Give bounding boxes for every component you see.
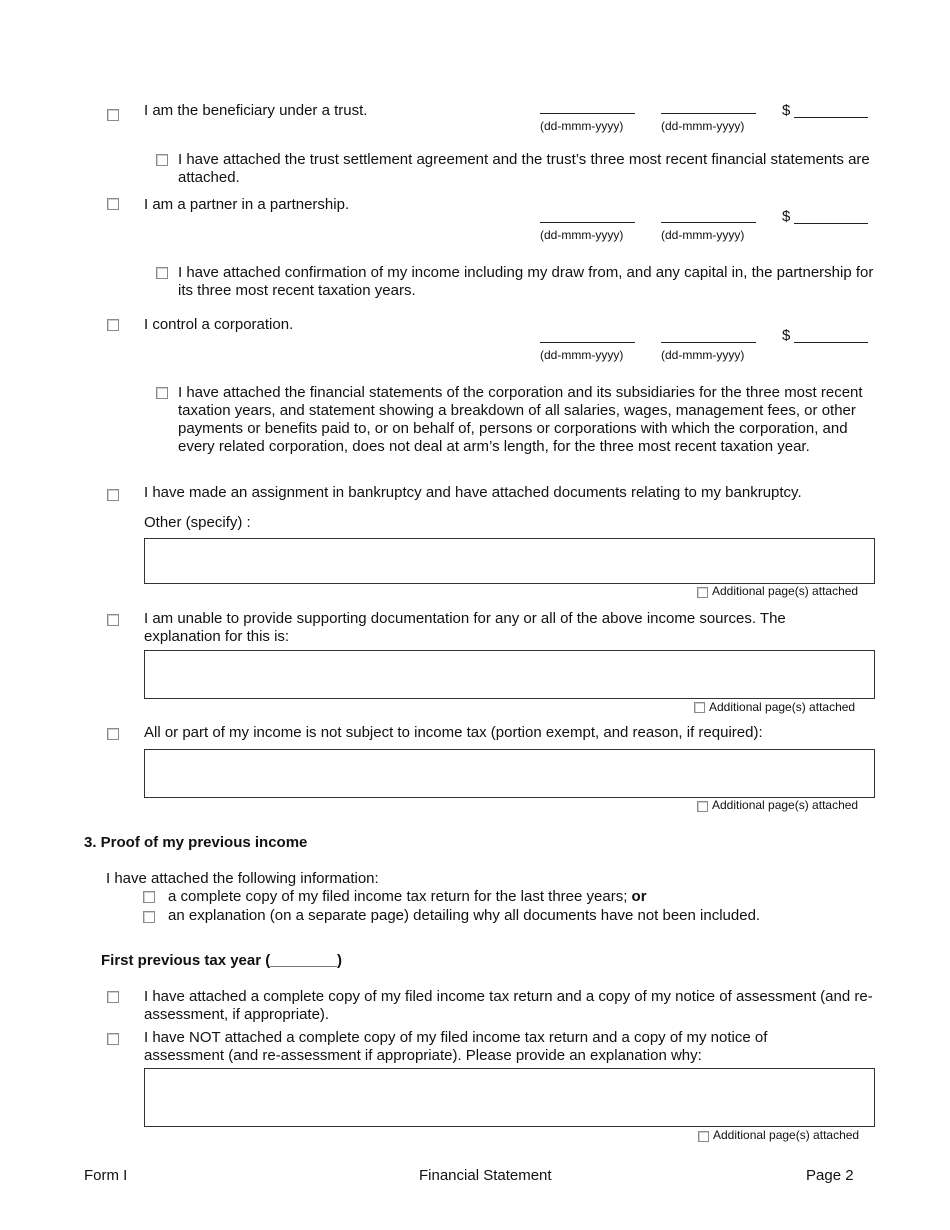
- unable-additional-pages-checkbox[interactable]: [694, 702, 705, 713]
- unable-text: I am unable to provide supporting documentation for any or all of the above income sources. The explanation for this is:: [144, 610, 786, 645]
- date-hint: (dd-mmm-yyyy): [540, 119, 624, 133]
- date-hint: (dd-mmm-yyyy): [661, 119, 745, 133]
- date-hint: (dd-mmm-yyyy): [661, 228, 745, 242]
- dollar-sign: $: [782, 208, 791, 225]
- other-additional-pages-checkbox[interactable]: [697, 587, 708, 598]
- additional-pages-label: Additional page(s) attached: [712, 798, 859, 812]
- unable-checkbox[interactable]: [107, 614, 119, 626]
- trust-attached-checkbox[interactable]: [156, 154, 168, 166]
- other-specify-label: Other (specify) :: [144, 514, 251, 531]
- first-year-additional-pages-checkbox[interactable]: [698, 1131, 709, 1142]
- dollar-sign: $: [782, 327, 791, 344]
- corporation-attached-checkbox[interactable]: [156, 387, 168, 399]
- explanation-option-checkbox[interactable]: [143, 911, 155, 923]
- date-hint: (dd-mmm-yyyy): [661, 348, 745, 362]
- partnership-end-date-field[interactable]: [661, 222, 756, 223]
- unable-explanation-textbox[interactable]: [144, 650, 875, 699]
- first-year-attached-checkbox[interactable]: [107, 991, 119, 1003]
- section-3-intro: I have attached the following information:: [106, 870, 379, 887]
- bankruptcy-checkbox[interactable]: [107, 489, 119, 501]
- trust-end-date-field[interactable]: [661, 113, 756, 114]
- first-year-not-attached-checkbox[interactable]: [107, 1033, 119, 1045]
- not-taxable-checkbox[interactable]: [107, 728, 119, 740]
- first-year-not-attached-text: I have NOT attached a complete copy of my filed income tax return and a copy of my notice of assessment (and re-assessment if appropriate). Please provide an explanation why:: [144, 1029, 768, 1064]
- date-hint: (dd-mmm-yyyy): [540, 228, 624, 242]
- footer-document-title: Financial Statement: [419, 1167, 552, 1184]
- trust-attached-text: I have attached the trust settlement agreement and the trust’s three most recent financial statements are attached.: [178, 151, 870, 186]
- corporation-amount-field[interactable]: [794, 342, 868, 343]
- corporation-start-date-field[interactable]: [540, 342, 635, 343]
- first-previous-tax-year-heading: First previous tax year (________): [101, 952, 342, 969]
- partnership-label: I am a partner in a partnership.: [144, 196, 350, 213]
- footer-form-id: Form I: [84, 1167, 128, 1184]
- additional-pages-label: Additional page(s) attached: [713, 1128, 860, 1142]
- section-3-heading: 3. Proof of my previous income: [84, 834, 308, 851]
- partnership-start-date-field[interactable]: [540, 222, 635, 223]
- trust-start-date-field[interactable]: [540, 113, 635, 114]
- first-year-attached-text: I have attached a complete copy of my filed income tax return and a copy of my notice of assessment (and re-assessment, if appropriate).: [144, 988, 873, 1023]
- additional-pages-label: Additional page(s) attached: [709, 700, 856, 714]
- corporation-checkbox[interactable]: [107, 319, 119, 331]
- partnership-attached-text: I have attached confirmation of my income including my draw from, and any capital in, the partnership for its three most recent taxation years.: [178, 264, 874, 299]
- dollar-sign: $: [782, 102, 791, 119]
- explanation-option-text: an explanation (on a separate page) detailing why all documents have not been included.: [168, 907, 761, 924]
- first-year-explanation-textbox[interactable]: [144, 1068, 875, 1127]
- bankruptcy-label: I have made an assignment in bankruptcy and have attached documents relating to my bankruptcy.: [144, 484, 802, 501]
- partnership-amount-field[interactable]: [794, 223, 868, 224]
- trust-label: I am the beneficiary under a trust.: [144, 102, 368, 119]
- corporation-end-date-field[interactable]: [661, 342, 756, 343]
- corporation-attached-text: I have attached the financial statements of the corporation and its subsidiaries for the three most recent taxation years, and statement showing a breakdown of all salaries, wages, management fees, or other payments or benefits paid to, or on behalf of, persons or corporations with which the corporation, and every related corporation, does not deal at arm’s length, for the three most recent taxation year.: [178, 384, 863, 455]
- other-specify-textbox[interactable]: [144, 538, 875, 584]
- not-taxable-textbox[interactable]: [144, 749, 875, 798]
- not-taxable-text: All or part of my income is not subject to income tax (portion exempt, and reason, if required):: [144, 724, 763, 741]
- trust-amount-field[interactable]: [794, 117, 868, 118]
- not-taxable-additional-pages-checkbox[interactable]: [697, 801, 708, 812]
- partnership-checkbox[interactable]: [107, 198, 119, 210]
- additional-pages-label: Additional page(s) attached: [712, 584, 859, 598]
- corporation-label: I control a corporation.: [144, 316, 294, 333]
- tax-returns-option-checkbox[interactable]: [143, 891, 155, 903]
- footer-page-number: Page 2: [806, 1167, 854, 1184]
- partnership-attached-checkbox[interactable]: [156, 267, 168, 279]
- tax-returns-option-text: a complete copy of my filed income tax return for the last three years; or: [168, 888, 647, 905]
- trust-checkbox[interactable]: [107, 109, 119, 121]
- date-hint: (dd-mmm-yyyy): [540, 348, 624, 362]
